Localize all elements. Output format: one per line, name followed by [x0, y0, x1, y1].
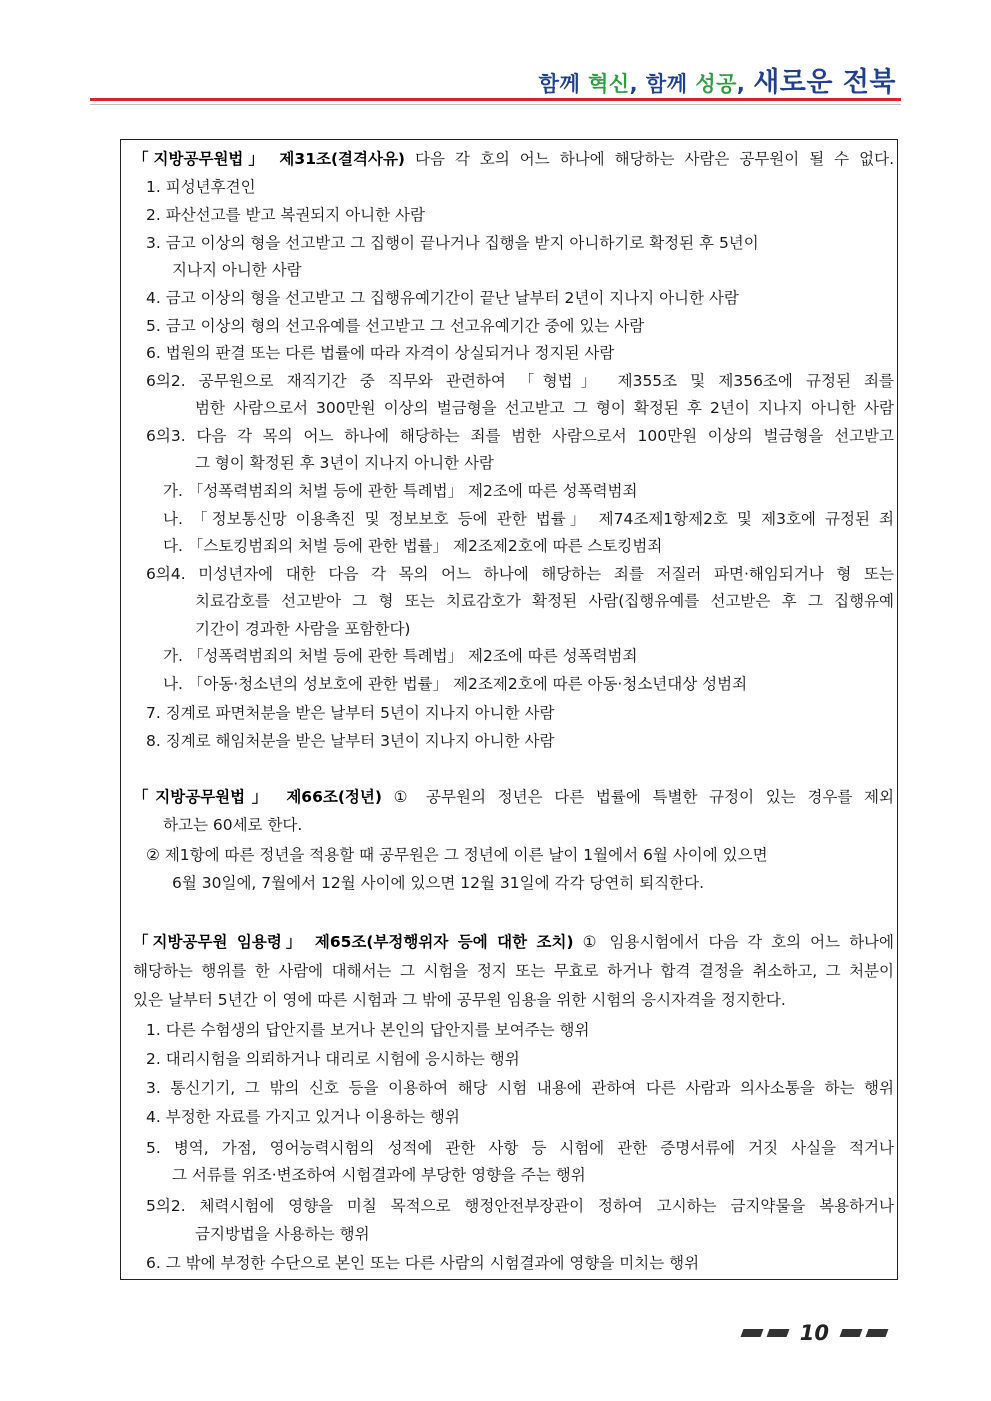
list-item: 2. 파산선고를 받고 복권되지 아니한 사람 [146, 206, 425, 224]
article-heading: 「지방공무원법」 제66조(정년) [133, 788, 382, 806]
article-heading: 「지방공무원 임용령」 제65조(부정행위자 등에 대한 조치) [133, 933, 574, 951]
sub-list-item: 가. 「성폭력범죄의 처벌 등에 관한 특례법」 제2조에 따른 성폭력범죄 [163, 482, 638, 500]
decorative-bar [740, 1329, 763, 1337]
list-item-continuation: 그 서류를 위조·변조하여 시험결과에 부당한 영향을 주는 행위 [172, 1166, 586, 1184]
list-item: 1. 다른 수험생의 답안지를 보거나 본인의 답안지를 보여주는 행위 [146, 1021, 590, 1039]
list-item-continuation: 치료감호를 선고받아 그 형 또는 치료감호가 확정된 사람(집행유예를 선고받은 후 그 집행유예 [195, 592, 894, 610]
slogan-part: 혁신 [588, 72, 630, 96]
sub-list-item: 가. 「성폭력범죄의 처벌 등에 관한 특례법」 제2조에 따른 성폭력범죄 [163, 647, 638, 665]
header-divider-red [90, 98, 901, 101]
slogan-part: , 함께 [629, 72, 696, 96]
paragraph-text: ① 공무원의 정년은 다른 법률에 특별한 규정이 있는 경우를 제외 [381, 788, 894, 806]
list-item: 6. 법원의 판결 또는 다른 법률에 따라 자격이 상실되거나 정지된 사람 [146, 344, 615, 362]
list-item: 4. 금고 이상의 형을 선고받고 그 집행유예기간이 끝난 날부터 2년이 지나지 아니한 사람 [146, 289, 739, 307]
list-item: 6의4. 미성년자에 대한 다음 각 목의 어느 하나에 해당하는 죄를 저질러 파면·해임되거나 형 또는 [146, 565, 894, 583]
list-item: 6. 그 밖에 부정한 수단으로 본인 또는 다른 사람의 시험결과에 영향을 미치는 행위 [146, 1254, 700, 1272]
paragraph-text: ② 제1항에 따른 정년을 적용할 때 공무원은 그 정년에 이른 날이 1월에서 6월 사이에 있으면 [146, 846, 768, 864]
paragraph-text: 있은 날부터 5년간 이 영에 따른 시험과 그 밖에 공무원 임용을 위한 시험의 응시자격을 정지한다. [133, 991, 786, 1009]
decorative-bar [766, 1329, 789, 1337]
paragraph-text: 해당하는 행위를 한 사람에 대해서는 그 시험을 정지 또는 무효로 하거나 합격 결정을 취소하고, 그 처분이 [133, 962, 894, 980]
header-slogan [539, 60, 896, 99]
decorative-bar [866, 1329, 889, 1337]
slogan-part: 새로운 전북 [753, 67, 896, 98]
list-item: 3. 통신기기, 그 밖의 신호 등을 이용하여 해당 시험 내용에 관하여 다른 사람과 의사소통을 하는 행위 [146, 1079, 894, 1097]
list-item-continuation: 금지방법을 사용하는 행위 [195, 1225, 370, 1243]
section-heading-line [133, 932, 894, 952]
decorative-bar [840, 1329, 863, 1337]
list-item: 6의2. 공무원으로 재직기간 중 직무와 관련하여 「형법」 제355조 및 제356조에 규정된 죄를 [146, 372, 894, 390]
list-item: 1. 피성년후견인 [146, 178, 256, 196]
slogan-part: 함께 [538, 72, 589, 96]
article-intro: 다음 각 호의 어느 하나에 해당하는 사람은 공무원이 될 수 없다. [405, 150, 895, 168]
page-number: 10 [799, 1321, 829, 1345]
list-item-continuation: 지나지 아니한 사람 [172, 261, 302, 279]
list-item-continuation: 기간이 경과한 사람을 포함한다) [195, 620, 411, 638]
paragraph-text: ① 임용시험에서 다음 각 호의 어느 하나에 [573, 933, 894, 951]
list-item: 5. 금고 이상의 형의 선고유예를 선고받고 그 선고유예기간 중에 있는 사람 [146, 317, 645, 335]
page-footer [742, 1321, 887, 1345]
sub-list-item: 나. 「아동·청소년의 성보호에 관한 법률」 제2조제2호에 따른 아동·청소년대상 성범죄 [163, 675, 748, 693]
section-heading-line [133, 787, 894, 807]
list-item: 2. 대리시험을 의뢰하거나 대리로 시험에 응시하는 행위 [146, 1050, 520, 1068]
list-item: 5의2. 체력시험에 영향을 미칠 목적으로 행정안전부장관이 정하여 고시하는 금지약물을 복용하거나 [146, 1197, 894, 1215]
list-item: 8. 징계로 해임처분을 받은 날부터 3년이 지나지 아니한 사람 [146, 732, 555, 750]
list-item: 5. 병역, 가점, 영어능력시험의 성적에 관한 사항 등 시험에 관한 증명서류에 거짓 사실을 적거나 [146, 1139, 894, 1157]
paragraph-continuation: 하고는 60세로 한다. [163, 816, 303, 834]
section-heading-line [133, 149, 894, 169]
sub-list-item: 다. 「스토킹범죄의 처벌 등에 관한 법률」 제2조제2호에 따른 스토킹범죄 [163, 537, 663, 555]
list-item-continuation: 그 형이 확정된 후 3년이 지나지 아니한 사람 [195, 454, 494, 472]
list-item: 4. 부정한 자료를 가지고 있거나 이용하는 행위 [146, 1108, 460, 1126]
paragraph-continuation: 6월 30일에, 7월에서 12월 사이에 있으면 12월 31일에 각각 당연히 퇴직한다. [172, 874, 705, 892]
slogan-part: 성공 [695, 72, 737, 96]
list-item: 6의3. 다음 각 목의 어느 하나에 해당하는 죄를 범한 사람으로서 100만원 이상의 벌금형을 선고받고 [146, 427, 894, 445]
list-item-continuation: 범한 사람으로서 300만원 이상의 벌금형을 선고받고 그 형이 확정된 후 2년이 지나지 아니한 사람 [195, 399, 894, 417]
header-divider-grey [90, 104, 901, 105]
list-item: 7. 징계로 파면처분을 받은 날부터 5년이 지나지 아니한 사람 [146, 704, 555, 722]
list-item: 3. 금고 이상의 형을 선고받고 그 집행이 끝나거나 집행을 받지 아니하기로 확정된 후 5년이 [146, 234, 759, 252]
sub-list-item: 나. 「정보통신망 이용촉진 및 정보보호 등에 관한 법률」 제74조제1항제2호 및 제3호에 규정된 죄 [163, 510, 894, 528]
article-heading: 「지방공무원법」 제31조(결격사유) [133, 150, 406, 168]
slogan-part: , [736, 72, 754, 96]
